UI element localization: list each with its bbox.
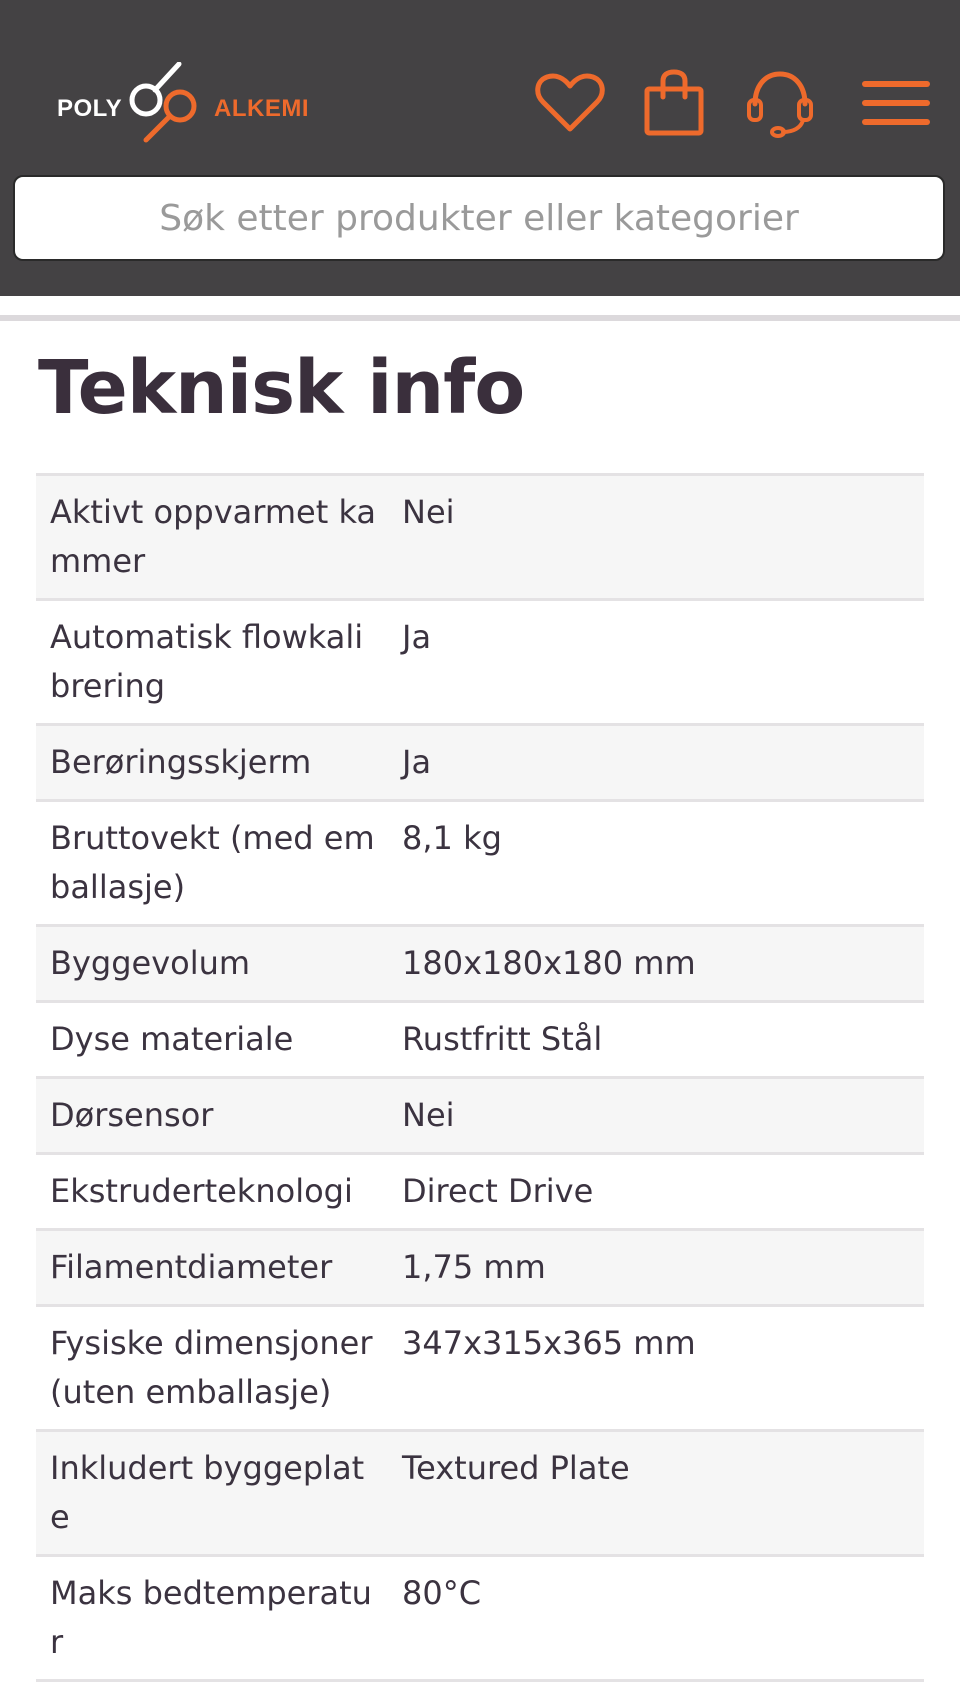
spec-key: Byggevolum [50, 944, 251, 982]
spec-value: 80°C [402, 1574, 482, 1612]
spec-key: Inkludert byggeplate [50, 1449, 365, 1536]
spec-row [36, 927, 924, 1003]
spec-key: Berøringsskjerm [50, 743, 312, 781]
spec-key: Automatisk flowkalibrering [50, 618, 364, 705]
cart-button[interactable] [637, 66, 711, 140]
spec-value: 1,75 mm [402, 1248, 546, 1286]
spec-key: Ekstruderteknologi [50, 1172, 353, 1210]
spec-row [36, 1155, 924, 1231]
spec-row [36, 1307, 924, 1432]
spec-key: Bruttovekt (med emballasje) [50, 819, 375, 906]
polyalkemi-logo[interactable] [54, 62, 324, 152]
spec-row [36, 1079, 924, 1155]
spec-value: Textured Plate [402, 1449, 630, 1487]
spec-row [36, 601, 924, 726]
headset-icon [745, 68, 815, 138]
spec-row [36, 802, 924, 927]
search-input[interactable] [15, 177, 943, 259]
logo-text-poly: POLY [57, 95, 123, 122]
customer-service-button[interactable] [743, 66, 817, 140]
spec-value: 347x315x365 mm [402, 1324, 696, 1362]
shopping-bag-icon [643, 69, 705, 137]
spec-row [36, 1003, 924, 1079]
spec-value: 8,1 kg [402, 819, 502, 857]
spec-row [36, 726, 924, 802]
spec-key: Dørsensor [50, 1096, 214, 1134]
spec-key: Aktivt oppvarmet kammer [50, 493, 377, 580]
logo-text-alkemi: ALKEMI [214, 95, 309, 122]
spec-key: Fysiske dimensjoner (uten emballasje) [50, 1324, 373, 1411]
spec-value: Nei [402, 1096, 455, 1134]
spec-key: Maks bedtemperatur [50, 1574, 372, 1661]
spec-value: Nei [402, 493, 455, 531]
spec-value: Ja [402, 743, 432, 781]
spec-row [36, 1231, 924, 1307]
wishlist-button[interactable] [533, 66, 607, 140]
spec-key: Filamentdiameter [50, 1248, 333, 1286]
page-title: Teknisk info [38, 345, 525, 431]
spec-row [36, 1557, 924, 1682]
search-bar [13, 175, 945, 261]
header-divider [0, 315, 960, 321]
spec-row [36, 476, 924, 601]
menu-icon [862, 78, 930, 128]
site-header [0, 0, 960, 296]
spec-key: Dyse materiale [50, 1020, 294, 1058]
spec-value: Direct Drive [402, 1172, 594, 1210]
spec-table [36, 473, 924, 1682]
heart-icon [535, 73, 605, 133]
spec-row [36, 1432, 924, 1557]
spec-value: Rustfritt Stål [402, 1020, 603, 1058]
spec-value: 180x180x180 mm [402, 944, 696, 982]
menu-button[interactable] [856, 66, 936, 140]
spec-value: Ja [402, 618, 432, 656]
